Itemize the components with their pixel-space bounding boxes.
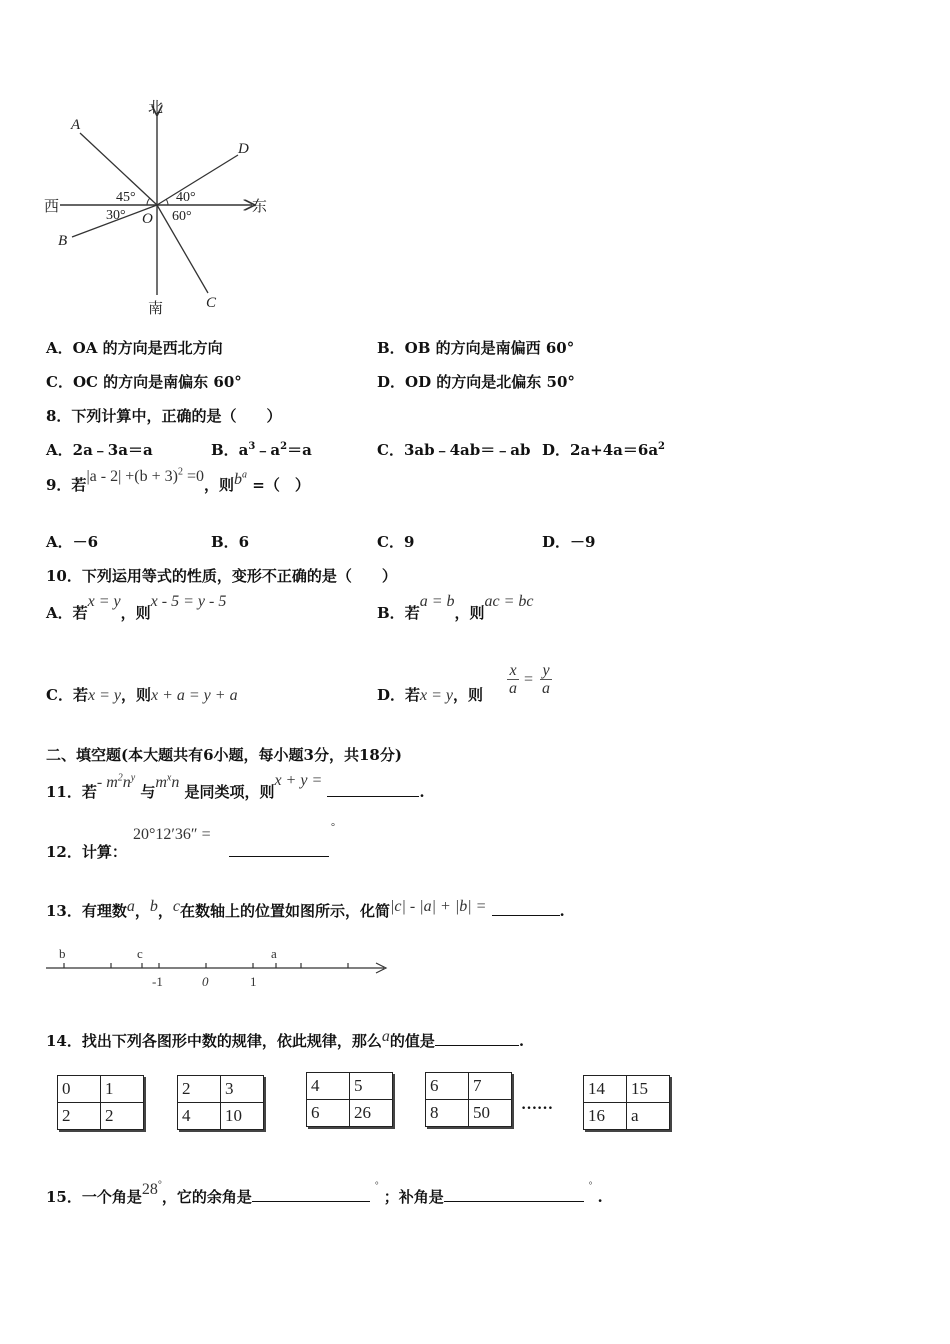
- angle-45-label: 45°: [116, 190, 136, 205]
- pattern-grid-4: [425, 1072, 512, 1127]
- q7-option-c: C．OC 的方向是南偏东 60°: [46, 373, 242, 391]
- axis-tick-0: 0: [202, 974, 209, 989]
- point-c-label: C: [206, 295, 217, 311]
- q10-option-d: D．若x = y，则: [377, 686, 484, 704]
- q9-option-b: B．6: [211, 533, 250, 551]
- q15-stem: 15．一个角是28°，它的余角是 ° ；补角是 ° .: [46, 1179, 603, 1206]
- grid-cell: 7: [469, 1073, 512, 1100]
- grid-cell: 6: [426, 1073, 469, 1100]
- pattern-grid-2: [177, 1075, 264, 1130]
- axis-label-c: c: [137, 946, 143, 961]
- grid-cell: 10: [221, 1103, 264, 1130]
- grid-cell: 50: [469, 1100, 512, 1127]
- q15-complement-blank[interactable]: [252, 1187, 370, 1202]
- axis-tick-minus-1: -1: [152, 974, 163, 989]
- ray-od: [157, 155, 238, 205]
- grid-cell: 2: [178, 1076, 221, 1103]
- north-label: 北: [148, 98, 164, 116]
- number-line: [40, 942, 400, 994]
- q12-answer-blank[interactable]: [229, 842, 329, 857]
- origin-label: O: [142, 211, 153, 227]
- point-d-label: D: [238, 141, 249, 157]
- q8-option-b: B．$a^3﹣a^2=a$: [211, 441, 312, 459]
- grid-cell: 2: [58, 1103, 101, 1130]
- q8-option-c: C．3ab﹣4ab＝﹣ab: [377, 441, 531, 459]
- grid-cell: 4: [178, 1103, 221, 1130]
- q9-stem: 9．若$|a - 2| +(b + 3)^2 =0$，则$b^a$ =（ ）: [46, 466, 310, 494]
- grid-cell: 4: [307, 1073, 350, 1100]
- grid-cell: 2: [101, 1103, 144, 1130]
- q10-option-c: C．若x = y，则x + a = y + a: [46, 686, 238, 704]
- section-2-title: 二、填空题(本大题共有6小题，每小题3分，共18分): [46, 746, 402, 764]
- point-b-label: B: [58, 233, 68, 249]
- q11-stem: 11．若- $m^2n^y$ 与$m^xn$ 是同类项，则x + y = .: [46, 772, 425, 801]
- q10-stem: 10．下列运用等式的性质，变形不正确的是（ ）: [46, 567, 397, 585]
- pattern-grid-5: [583, 1075, 670, 1130]
- q9-option-d: D．－9: [542, 533, 596, 551]
- q7-option-a: A．OA 的方向是西北方向: [46, 339, 223, 357]
- q8-option-d: D．$2a+4a=6a^2$: [542, 441, 666, 459]
- q12-label: 12．计算：: [46, 843, 127, 861]
- q12-expression: 20°12′36″ =: [133, 826, 211, 843]
- grid-cell: 26: [350, 1100, 393, 1127]
- q8-stem: 8．下列计算中，正确的是（ ）: [46, 407, 282, 425]
- axis-label-a: a: [271, 946, 277, 961]
- q14-stem: 14．找出下列各图形中数的规律，依此规律，那么a的值是 .: [46, 1028, 525, 1050]
- q10-d-fraction-x: x a: [509, 662, 517, 697]
- pattern-grid-3: [306, 1072, 393, 1127]
- pattern-grid-1: [57, 1075, 144, 1130]
- south-label: 南: [148, 299, 164, 317]
- q10-option-a: A．若x = y，则x - 5 = y - 5: [46, 593, 227, 622]
- q11-answer-blank[interactable]: [327, 782, 419, 797]
- grid-cell: 16: [584, 1103, 627, 1130]
- q13-answer-blank[interactable]: [492, 901, 560, 916]
- angle-40-label: 40°: [176, 190, 196, 205]
- point-a-label: A: [71, 117, 81, 133]
- grid-cell: 14: [584, 1076, 627, 1103]
- q7-option-b: B．OB 的方向是南偏西 60°: [377, 339, 575, 357]
- q8-option-a: A．2a﹣3a＝a: [46, 441, 153, 459]
- compass-diagram: [40, 95, 280, 320]
- q10-d-fraction-y: y a: [542, 662, 550, 697]
- grid-cell: 15: [627, 1076, 670, 1103]
- q13-stem: 13．有理数a，b，c在数轴上的位置如图所示，化简|c| - |a| + |b| = .: [46, 898, 565, 920]
- q7-option-d: D．OD 的方向是北偏东 50°: [377, 373, 575, 391]
- q10-d-equals: =: [524, 671, 534, 688]
- q15-supplement-blank[interactable]: [444, 1187, 584, 1202]
- q12-degree: °: [331, 822, 335, 833]
- q10-option-b: B．若a = b，则ac = bc: [377, 593, 534, 622]
- angle-60-label: 60°: [172, 209, 192, 224]
- grid-cell: 6: [307, 1100, 350, 1127]
- axis-tick-1: 1: [250, 974, 257, 989]
- grid-cell: 3: [221, 1076, 264, 1103]
- ellipsis-dots: ……: [521, 1096, 553, 1113]
- west-label: 西: [44, 197, 60, 215]
- east-label: 东: [252, 197, 268, 215]
- q9-option-c: C．9: [377, 533, 415, 551]
- angle-30-label: 30°: [106, 208, 126, 223]
- grid-cell: 0: [58, 1076, 101, 1103]
- q9-expression: $|a - 2| +(b + 3)^2 =0$: [86, 466, 205, 485]
- q14-answer-blank[interactable]: [435, 1031, 519, 1046]
- grid-cell: 5: [350, 1073, 393, 1100]
- grid-cell: 1: [101, 1076, 144, 1103]
- axis-label-b: b: [59, 946, 66, 961]
- grid-cell: a: [627, 1103, 670, 1130]
- q9-option-a: A．－6: [46, 533, 99, 551]
- grid-cell: 8: [426, 1100, 469, 1127]
